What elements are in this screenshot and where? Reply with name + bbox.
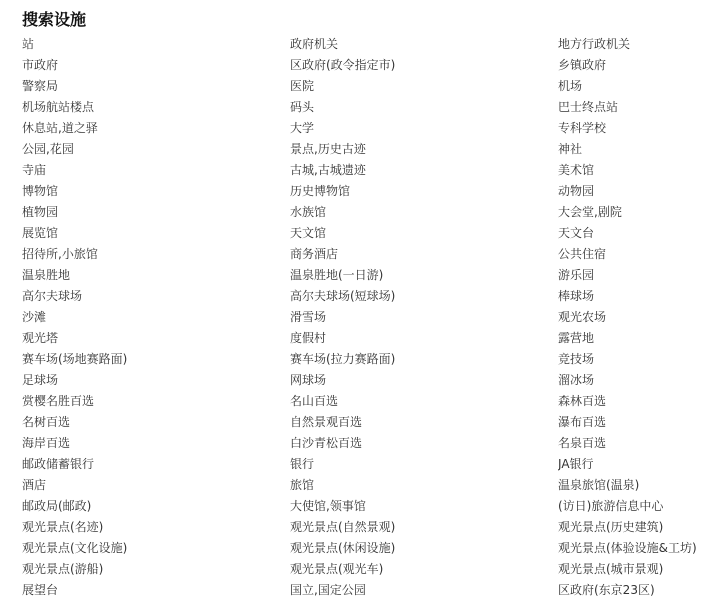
- facility-link[interactable]: 赛车场(拉力赛路面): [290, 352, 396, 366]
- facility-link[interactable]: 游乐园: [558, 268, 595, 282]
- facility-link[interactable]: 露营地: [558, 331, 595, 345]
- facility-link[interactable]: 足球场: [22, 373, 59, 387]
- facility-link[interactable]: 高尔夫球场(短球场): [290, 289, 396, 303]
- facility-list: [22, 34, 720, 601]
- facility-link[interactable]: 警察局: [22, 79, 59, 93]
- facility-link[interactable]: 白沙青松百选: [290, 436, 363, 450]
- facility-link[interactable]: 度假村: [290, 331, 327, 345]
- page-title: 搜索设施: [22, 10, 87, 29]
- facility-link[interactable]: 地方行政机关: [558, 37, 631, 51]
- facility-link[interactable]: 历史博物馆: [290, 184, 351, 198]
- facility-link[interactable]: 商务酒店: [290, 247, 339, 261]
- facility-link[interactable]: 美术馆: [558, 163, 595, 177]
- facility-link[interactable]: 景点,历史古迹: [290, 142, 366, 156]
- facility-link[interactable]: 海岸百选: [22, 436, 71, 450]
- facility-link[interactable]: 休息站,道之驿: [22, 121, 98, 135]
- facility-link[interactable]: 观光景点(城市景观): [558, 562, 664, 576]
- facility-link[interactable]: 邮政储蓄银行: [22, 457, 95, 471]
- facility-link[interactable]: 市政府: [22, 58, 59, 72]
- facility-link[interactable]: 温泉胜地: [22, 268, 71, 282]
- facility-link[interactable]: 邮政局(邮政): [22, 499, 92, 513]
- facility-link[interactable]: 观光农场: [558, 310, 607, 324]
- facility-link[interactable]: 区政府(政令指定市): [290, 58, 396, 72]
- facility-link[interactable]: 观光景点(历史建筑): [558, 520, 664, 534]
- facility-link[interactable]: 赏樱名胜百选: [22, 394, 95, 408]
- facility-link[interactable]: 观光景点(体验设施&工坊): [558, 541, 697, 555]
- facility-link[interactable]: 天文台: [558, 226, 595, 240]
- facility-link[interactable]: 观光塔: [22, 331, 59, 345]
- facility-link[interactable]: 森林百选: [558, 394, 607, 408]
- facility-link[interactable]: 区政府(东京23区): [558, 583, 655, 597]
- facility-link[interactable]: 古城,古城遗迹: [290, 163, 366, 177]
- facility-link[interactable]: 网球场: [290, 373, 327, 387]
- facility-link[interactable]: 植物园: [22, 205, 59, 219]
- facility-link[interactable]: 棒球场: [558, 289, 595, 303]
- facility-link[interactable]: 观光景点(游船): [22, 562, 104, 576]
- facility-link[interactable]: 站: [22, 37, 35, 51]
- facility-link[interactable]: JA银行: [558, 457, 594, 471]
- facility-link[interactable]: 大学: [290, 121, 315, 135]
- facility-link[interactable]: 温泉胜地(一日游): [290, 268, 384, 282]
- facility-link[interactable]: 名泉百选: [558, 436, 607, 450]
- facility-link[interactable]: 旅馆: [290, 478, 315, 492]
- facility-link[interactable]: (访日)旅游信息中心: [558, 499, 664, 513]
- facility-link[interactable]: 瀑布百选: [558, 415, 607, 429]
- facility-link[interactable]: 观光景点(文化设施): [22, 541, 128, 555]
- facility-link[interactable]: 机场: [558, 79, 583, 93]
- facility-link[interactable]: 温泉旅馆(温泉): [558, 478, 640, 492]
- facility-link[interactable]: 展望台: [22, 583, 59, 597]
- facility-link[interactable]: 银行: [290, 457, 315, 471]
- facility-link[interactable]: 招待所,小旅馆: [22, 247, 98, 261]
- facility-link[interactable]: 专科学校: [558, 121, 607, 135]
- facility-link[interactable]: 机场航站楼点: [22, 100, 95, 114]
- facility-link[interactable]: 观光景点(观光车): [290, 562, 384, 576]
- facility-link[interactable]: 大使馆,领事馆: [290, 499, 366, 513]
- facility-link[interactable]: 国立,国定公园: [290, 583, 366, 597]
- facility-link[interactable]: 滑雪场: [290, 310, 327, 324]
- facility-link[interactable]: 沙滩: [22, 310, 47, 324]
- facility-link[interactable]: 巴士终点站: [558, 100, 619, 114]
- facility-link[interactable]: 大会堂,剧院: [558, 205, 622, 219]
- facility-link[interactable]: 寺庙: [22, 163, 47, 177]
- facility-link[interactable]: 公共住宿: [558, 247, 607, 261]
- facility-link[interactable]: 医院: [290, 79, 315, 93]
- facility-link[interactable]: 观光景点(休闲设施): [290, 541, 396, 555]
- facility-link[interactable]: 观光景点(自然景观): [290, 520, 396, 534]
- facility-link[interactable]: 竞技场: [558, 352, 595, 366]
- facility-link[interactable]: 政府机关: [290, 37, 339, 51]
- facility-link[interactable]: 公园,花园: [22, 142, 74, 156]
- facility-link[interactable]: 赛车场(场地赛路面): [22, 352, 128, 366]
- facility-link[interactable]: 博物馆: [22, 184, 59, 198]
- facility-link[interactable]: 水族馆: [290, 205, 327, 219]
- facility-link[interactable]: 观光景点(名迹): [22, 520, 104, 534]
- facility-link[interactable]: 酒店: [22, 478, 47, 492]
- facility-link[interactable]: 天文馆: [290, 226, 327, 240]
- facility-link[interactable]: 名树百选: [22, 415, 71, 429]
- facility-link[interactable]: 乡镇政府: [558, 58, 607, 72]
- facility-link[interactable]: 名山百选: [290, 394, 339, 408]
- facility-link[interactable]: 码头: [290, 100, 315, 114]
- facility-link[interactable]: 自然景观百选: [290, 415, 363, 429]
- facility-link[interactable]: 动物园: [558, 184, 595, 198]
- facility-link[interactable]: 神社: [558, 142, 583, 156]
- facility-link[interactable]: 展览馆: [22, 226, 59, 240]
- facility-link[interactable]: 高尔夫球场: [22, 289, 83, 303]
- facility-link[interactable]: 溜冰场: [558, 373, 595, 387]
